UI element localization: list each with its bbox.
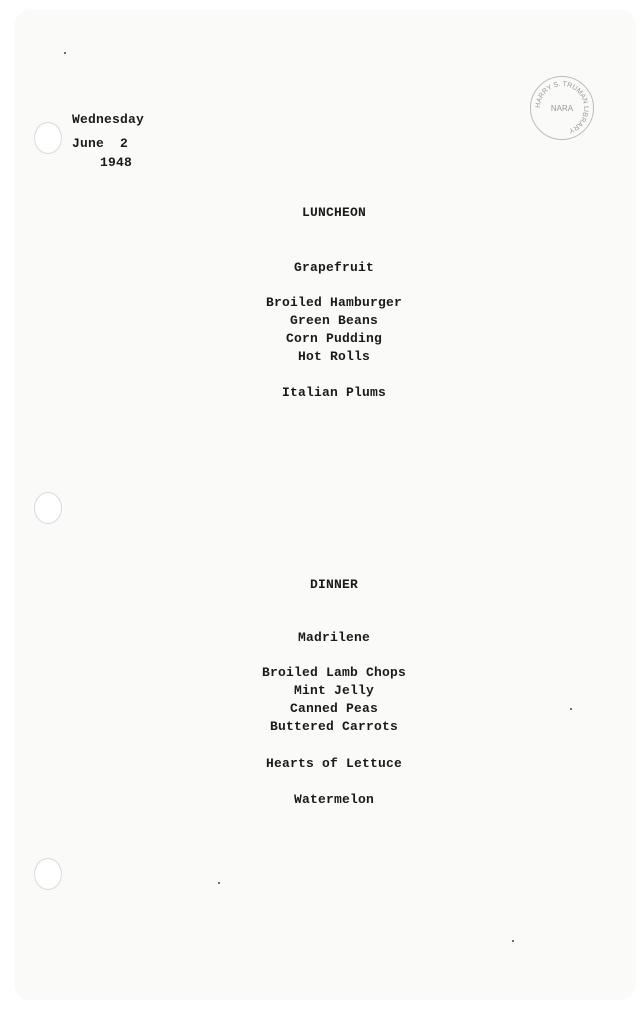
punch-hole <box>34 858 62 890</box>
paper-speck <box>512 940 514 942</box>
date-year: 1948 <box>100 155 133 170</box>
luncheon-item: Hot Rolls <box>297 349 370 364</box>
punch-hole <box>34 122 62 154</box>
paper-speck <box>570 708 572 710</box>
dinner-heading: DINNER <box>309 577 358 592</box>
paper-speck <box>64 52 66 54</box>
dinner-item: Madrilene <box>297 630 370 645</box>
luncheon-item: Italian Plums <box>281 385 387 400</box>
dinner-item: Hearts of Lettuce <box>265 756 403 771</box>
dinner-item: Buttered Carrots <box>269 719 399 734</box>
paper-speck <box>218 882 220 884</box>
dinner-item: Watermelon <box>293 792 374 807</box>
archive-stamp-graphic <box>531 77 593 139</box>
luncheon-heading: LUNCHEON <box>301 205 366 220</box>
dinner-item: Broiled Lamb Chops <box>261 665 407 680</box>
stamp-center-text: NARA <box>550 104 574 113</box>
archive-stamp <box>530 76 594 140</box>
date-day: Wednesday <box>72 112 145 127</box>
luncheon-item: Corn Pudding <box>285 331 382 346</box>
luncheon-item: Broiled Hamburger <box>265 295 403 310</box>
punch-hole <box>34 492 62 524</box>
luncheon-item: Grapefruit <box>293 260 374 275</box>
dinner-item: Mint Jelly <box>293 683 374 698</box>
luncheon-item: Green Beans <box>289 313 378 328</box>
dinner-item: Canned Peas <box>289 701 378 716</box>
stamp-ring-text: HARRY S. TRUMAN LIBRARY <box>534 80 590 134</box>
date-month-day: June 2 <box>72 136 129 151</box>
